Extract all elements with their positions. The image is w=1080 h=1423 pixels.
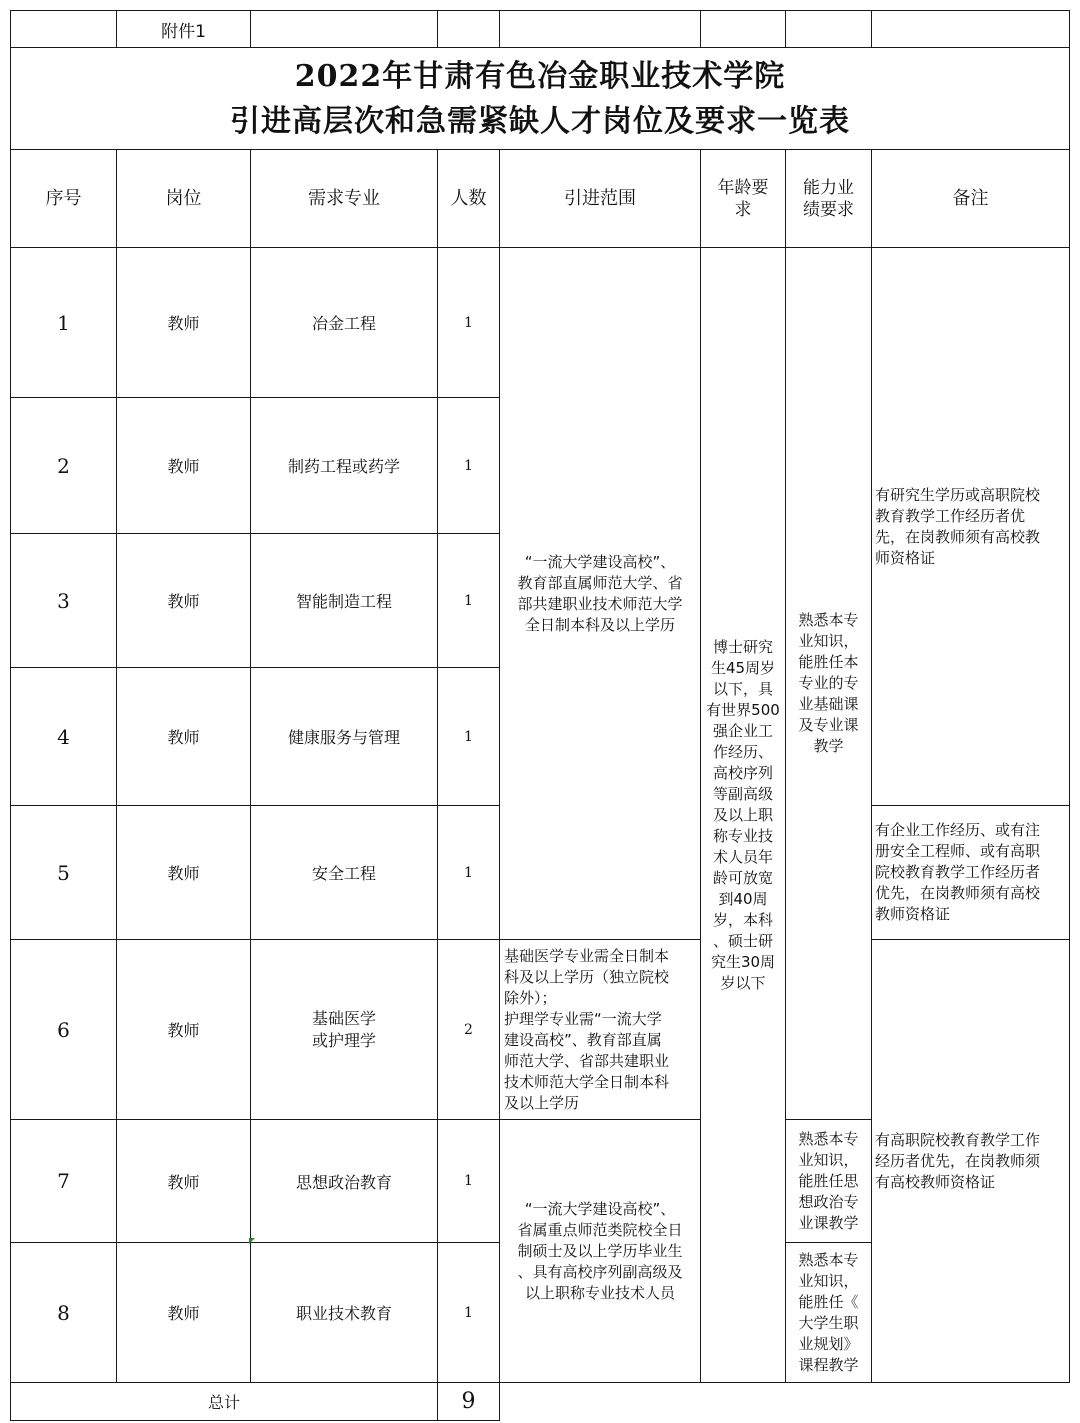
- age-requirement: [701, 248, 786, 1383]
- remark-c-line: 有高职院校教育教学工作: [875, 1130, 1041, 1149]
- row-count: 1: [438, 1243, 500, 1383]
- header-age-line-1: 年龄要: [717, 177, 769, 198]
- ability-group-b: [786, 1120, 872, 1243]
- scope-b-line: 建设高校”、教育部直属: [504, 1030, 662, 1049]
- remark-a-line: 教育教学工作经历者优: [875, 506, 1026, 525]
- remark-b-line: 优先，在岗教师须有高校: [875, 884, 1041, 902]
- row-major: 安全工程: [251, 806, 438, 940]
- header-age-line-2: 求: [734, 199, 752, 220]
- row-count: 1: [438, 248, 500, 398]
- header-ability-line-1: 能力业: [803, 177, 854, 198]
- header-remarks: 备注: [872, 150, 1070, 248]
- age-line: 岁以下: [720, 973, 766, 992]
- row-position: 教师: [117, 534, 251, 668]
- scope-c-line: 、具有高校序列副高级及: [517, 1262, 683, 1281]
- row-count: 1: [438, 668, 500, 806]
- table-row: [11, 940, 1070, 1120]
- age-line: 龄可放宽: [712, 868, 773, 887]
- remark-a-line: 先，在岗教师须有高校教: [875, 527, 1041, 546]
- age-line: 、硕士研: [712, 931, 773, 950]
- total-value: 9: [438, 1383, 500, 1421]
- scope-b-line: 技术师范大学全日制本科: [504, 1072, 670, 1091]
- ability-b-line: 业知识，: [798, 1150, 859, 1169]
- scope-b-line: 师范大学、省部共建职业: [504, 1051, 670, 1070]
- remark-b-line: 有企业工作经历、或有注: [875, 821, 1041, 839]
- ability-group-c: [786, 1243, 872, 1383]
- row-major: 冶金工程: [251, 248, 438, 398]
- row-major: 思想政治教育: [251, 1120, 438, 1243]
- row-major: 职业技术教育: [251, 1243, 438, 1383]
- header-ability-line-2: 绩要求: [803, 199, 854, 220]
- row-major: 制药工程或药学: [251, 398, 438, 534]
- row-position: 教师: [117, 668, 251, 806]
- age-line: 作经历、: [712, 742, 773, 761]
- row-major-line-2: 或护理学: [311, 1030, 376, 1050]
- blank-cell: [701, 11, 786, 48]
- ability-a-line: 业知识，: [798, 632, 859, 650]
- age-line: 到40周: [718, 889, 768, 908]
- age-line: 高校序列: [712, 763, 773, 782]
- header-scope: 引进范围: [500, 150, 701, 248]
- ability-b-line: 能胜任思: [798, 1171, 859, 1190]
- remark-group-c: [872, 940, 1070, 1383]
- ability-a-line: 及专业课: [798, 716, 859, 734]
- row-position: 教师: [117, 1243, 251, 1383]
- total-row: [11, 1383, 1070, 1421]
- ability-a-line: 业基础课: [798, 695, 859, 713]
- row-position: 教师: [117, 398, 251, 534]
- row-seq: 8: [11, 1243, 117, 1383]
- blank-cell: [500, 1383, 1070, 1421]
- blank-cell: [438, 11, 500, 48]
- blank-cell: [11, 11, 117, 48]
- scope-a-line: 全日制本科及以上学历: [524, 615, 675, 634]
- age-line: 及以上职: [712, 805, 773, 824]
- blank-cell: [500, 11, 701, 48]
- age-line: 博士研究: [712, 637, 773, 656]
- blank-cell: [872, 11, 1070, 48]
- row-major: 智能制造工程: [251, 534, 438, 668]
- total-label: 总计: [11, 1383, 438, 1421]
- scope-a-line: “一流大学建设高校”、: [524, 552, 676, 571]
- row-position: 教师: [117, 940, 251, 1120]
- ability-a-line: 能胜任本: [798, 653, 859, 671]
- blank-cell: [251, 11, 438, 48]
- ability-c-line: 业规划》: [798, 1334, 859, 1353]
- ability-c-line: 大学生职: [798, 1313, 859, 1332]
- scope-group-a: [500, 248, 701, 940]
- document-title: [11, 48, 1070, 150]
- row-major: [251, 940, 438, 1120]
- attachment-label: 附件1: [117, 11, 251, 48]
- scope-b-line: 基础医学专业需全日制本: [504, 946, 670, 965]
- scope-b-line: 及以上学历: [504, 1093, 580, 1112]
- header-count: 人数: [438, 150, 500, 248]
- row-major: 健康服务与管理: [251, 668, 438, 806]
- scope-c-line: 以上职称专业技术人员: [524, 1283, 675, 1302]
- remark-a-line: 有研究生学历或高职院校: [875, 485, 1041, 504]
- ability-c-line: 业知识，: [798, 1271, 859, 1290]
- age-line: 生45周岁: [710, 658, 776, 677]
- age-line: 以下，具: [712, 679, 773, 698]
- ability-a-line: 熟悉本专: [798, 611, 859, 629]
- row-seq: 5: [11, 806, 117, 940]
- header-age: [701, 150, 786, 248]
- ability-b-line: 熟悉本专: [798, 1129, 859, 1148]
- age-line: 有世界500: [706, 700, 780, 719]
- row-seq: 7: [11, 1120, 117, 1243]
- row-count: 2: [438, 940, 500, 1120]
- row-position: 教师: [117, 248, 251, 398]
- header-major: 需求专业: [251, 150, 438, 248]
- row-position: 教师: [117, 1120, 251, 1243]
- scope-b-line: 护理学专业需“一流大学: [504, 1009, 662, 1028]
- talent-requirements-table: [10, 10, 1070, 1421]
- table-row: [11, 248, 1070, 398]
- ability-group-a: [786, 248, 872, 1120]
- ability-c-line: 能胜任《: [798, 1292, 859, 1311]
- age-line: 称专业技: [712, 826, 773, 845]
- cell-comment-marker: [249, 1238, 255, 1244]
- ability-b-line: 业课教学: [798, 1213, 859, 1232]
- ability-b-line: 想政治专: [798, 1192, 859, 1211]
- age-line: 强企业工: [712, 721, 773, 740]
- ability-c-line: 课程教学: [798, 1355, 859, 1374]
- row-count: 1: [438, 1120, 500, 1243]
- scope-a-line: 教育部直属师范大学、省: [517, 573, 683, 592]
- title-line-1: 2022年甘肃有色冶金职业技术学院: [294, 58, 786, 94]
- row-position: 教师: [117, 806, 251, 940]
- ability-a-line: 教学: [813, 737, 844, 755]
- row-count: 1: [438, 534, 500, 668]
- age-line: 等副高级: [712, 784, 773, 803]
- blank-cell: [786, 11, 872, 48]
- remark-a-line: 师资格证: [875, 548, 936, 567]
- age-line: 岁，本科: [712, 910, 773, 929]
- header-ability: [786, 150, 872, 248]
- row-seq: 3: [11, 534, 117, 668]
- scope-c-line: 制硕士及以上学历毕业生: [517, 1241, 683, 1260]
- scope-b-line: 除外）；: [504, 988, 557, 1007]
- remark-group-a: [872, 248, 1070, 806]
- age-line: 究生30周: [710, 952, 776, 971]
- scope-group-b: [500, 940, 701, 1120]
- header-position: 岗位: [117, 150, 251, 248]
- row-seq: 1: [11, 248, 117, 398]
- remark-b-line: 教师资格证: [875, 905, 951, 923]
- ability-c-line: 熟悉本专: [798, 1250, 859, 1269]
- header-seq: 序号: [11, 150, 117, 248]
- remark-group-b: [872, 806, 1070, 940]
- age-line: 术人员年: [712, 847, 773, 866]
- ability-a-line: 专业的专: [798, 674, 859, 692]
- row-seq: 4: [11, 668, 117, 806]
- scope-group-c: [500, 1120, 701, 1383]
- scope-a-line: 部共建职业技术师范大学: [517, 594, 683, 613]
- scope-b-line: 科及以上学历（独立院校: [504, 967, 670, 986]
- scope-c-line: “一流大学建设高校”、: [524, 1199, 676, 1218]
- remark-b-line: 院校教育教学工作经历者: [875, 863, 1041, 881]
- remark-b-line: 册安全工程师、或有高职: [875, 842, 1041, 860]
- row-count: 1: [438, 398, 500, 534]
- remark-c-line: 有高校教师资格证: [875, 1172, 996, 1191]
- row-major-line-1: 基础医学: [311, 1008, 376, 1028]
- remark-c-line: 经历者优先，在岗教师须: [875, 1151, 1041, 1170]
- scope-c-line: 省属重点师范类院校全日: [517, 1220, 683, 1239]
- row-count: 1: [438, 806, 500, 940]
- row-seq: 6: [11, 940, 117, 1120]
- title-line-2: 引进高层次和急需紧缺人才岗位及要求一览表: [230, 103, 850, 139]
- row-seq: 2: [11, 398, 117, 534]
